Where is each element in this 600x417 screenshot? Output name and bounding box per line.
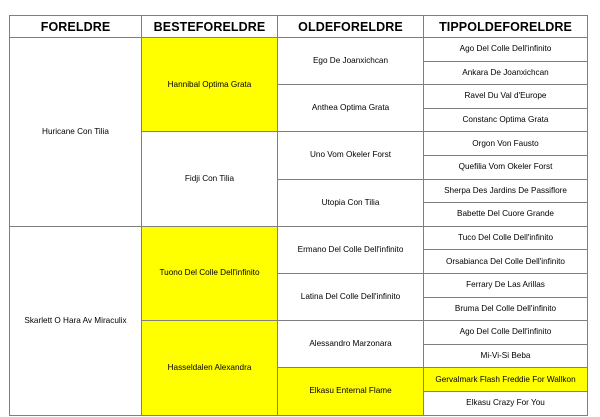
ancestor-15: Gervalmark Flash Freddie For Wallkon (424, 368, 588, 392)
ancestor-11: Ferrary De Las Arillas (424, 273, 588, 297)
ancestor-5: Orgon Von Fausto (424, 132, 588, 156)
ancestor-12: Bruma Del Colle Dell'infinito (424, 297, 588, 321)
parent-dam: Skarlett O Hara Av Miraculix (10, 226, 142, 415)
pedigree-table (9, 15, 588, 416)
header-tippoldeforeldre: TIPPOLDEFORELDRE (424, 16, 588, 38)
ancestor-10: Orsabianca Del Colle Dell'infinito (424, 250, 588, 274)
ancestor-8: Babette Del Cuore Grande (424, 203, 588, 227)
great-grandparent-8: Elkasu Enternal Flame (278, 368, 424, 415)
great-grandparent-1: Ego De Joanxichcan (278, 38, 424, 85)
great-grandparent-3: Uno Vom Okeler Forst (278, 132, 424, 179)
great-grandparent-5: Ermano Del Colle Dell'infinito (278, 226, 424, 273)
ancestor-1: Ago Del Colle Dell'infinito (424, 38, 588, 62)
great-grandparent-2: Anthea Optima Grata (278, 85, 424, 132)
ancestor-9: Tuco Del Colle Dell'infinito (424, 226, 588, 250)
ancestor-3: Ravel Du Val d'Europe (424, 85, 588, 109)
ancestor-16: Elkasu Crazy For You (424, 391, 588, 415)
grandparent-3: Tuono Del Colle Dell'infinito (142, 226, 278, 320)
grandparent-2: Fidji Con Tilia (142, 132, 278, 226)
ancestor-6: Quefilia Vom Okeler Forst (424, 155, 588, 179)
parent-sire: Huricane Con Tilia (10, 38, 142, 227)
grandparent-1: Hannibal Optima Grata (142, 38, 278, 132)
ancestor-4: Constanc Optima Grata (424, 108, 588, 132)
grandparent-4: Hasseldalen Alexandra (142, 321, 278, 415)
header-row (10, 16, 588, 38)
table-row (10, 38, 588, 62)
header-foreldre: FORELDRE (10, 16, 142, 38)
great-grandparent-7: Alessandro Marzonara (278, 321, 424, 368)
great-grandparent-6: Latina Del Colle Dell'infinito (278, 273, 424, 320)
header-besteforeldre: BESTEFORELDRE (142, 16, 278, 38)
table-row (10, 226, 588, 250)
great-grandparent-4: Utopia Con Tilia (278, 179, 424, 226)
ancestor-7: Sherpa Des Jardins De Passiflore (424, 179, 588, 203)
header-oldeforeldre: OLDEFORELDRE (278, 16, 424, 38)
ancestor-13: Ago Del Colle Dell'infinito (424, 321, 588, 345)
ancestor-14: Mi-Vi-Si Beba (424, 344, 588, 368)
ancestor-2: Ankara De Joanxichcan (424, 61, 588, 85)
